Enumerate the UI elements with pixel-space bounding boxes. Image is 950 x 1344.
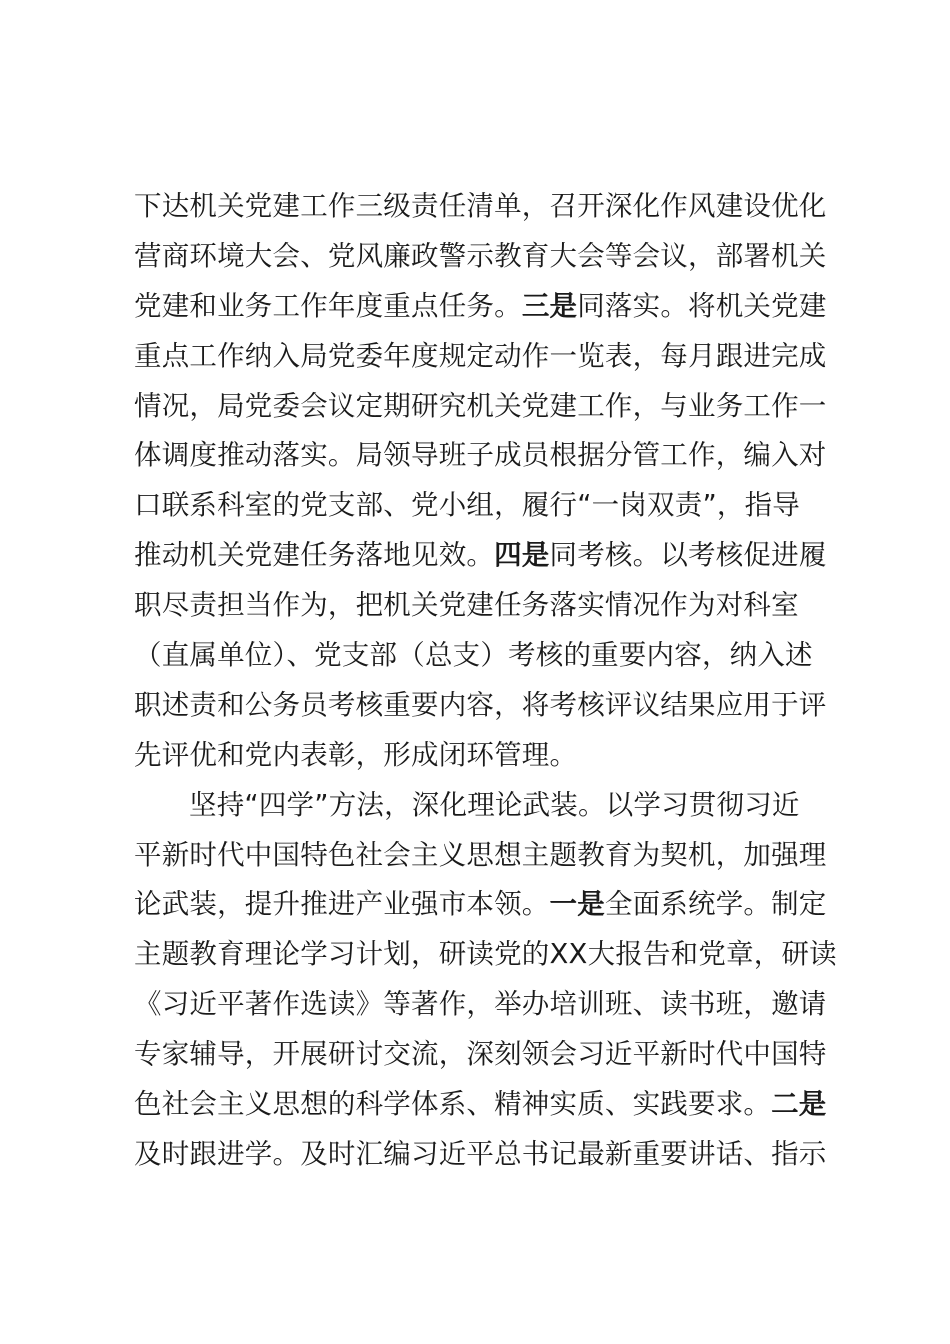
text-line: 职述责和公务员考核重要内容，将考核评议结果应用于评 xyxy=(134,688,827,721)
text-line: 《习近平著作选读》等著作，举办培训班、读书班，邀请 xyxy=(134,988,827,1021)
paragraph-party-building-duties xyxy=(134,182,834,781)
text-line: （直属单位）、党支部（总支）考核的重要内容，纳入述 xyxy=(134,639,813,672)
text-line: 主题教育理论学习计划，研读党的XX大报告和党章，研读 xyxy=(134,938,837,971)
text-line-indented: 坚持“四学”方法，深化理论武装。以学习贯彻习近 xyxy=(189,788,800,821)
text-run: 论武装，提升推进产业强市本领。 xyxy=(134,888,550,921)
bold-marker-second: 二是 xyxy=(771,1088,827,1121)
text-line: 平新时代中国特色社会主义思想主题教育为契机，加强理 xyxy=(134,838,827,871)
text-run: 推动机关党建任务落地见效。 xyxy=(134,539,495,572)
text-run: 党建和业务工作年度重点任务。 xyxy=(134,289,522,322)
text-run: 全面系统学。制定 xyxy=(604,888,827,921)
text-line: 先评优和党内表彰，形成闭环管理。 xyxy=(134,738,578,771)
text-line: 体调度推动落实。局领导班子成员根据分管工作，编入对 xyxy=(134,439,827,472)
text-line: 营商环境大会、党风廉政警示教育大会等会议，部署机关 xyxy=(134,239,827,272)
text-line: 重点工作纳入局党委年度规定动作一览表，每月跟进完成 xyxy=(134,339,827,372)
paragraph-theory-study xyxy=(134,781,837,1180)
text-line: 职尽责担当作为，把机关党建任务落实情况作为对科室 xyxy=(134,589,799,622)
text-run: 同考核。以考核促进履 xyxy=(549,539,827,572)
bold-marker-fourth: 四是 xyxy=(494,539,550,572)
text-line xyxy=(134,1080,834,1130)
text-line: 专家辅导，开展研讨交流，深刻领会习近平新时代中国特 xyxy=(134,1038,827,1071)
text-line: 口联系科室的党支部、党小组，履行“一岗双责”，指导 xyxy=(134,489,800,522)
text-run: 同落实。将机关党建 xyxy=(577,289,827,322)
text-line: 及时跟进学。及时汇编习近平总书记最新重要讲话、指示 xyxy=(134,1137,827,1170)
bold-marker-third: 三是 xyxy=(521,289,578,322)
text-line xyxy=(134,282,834,332)
bold-marker-first: 一是 xyxy=(549,888,605,921)
document-body xyxy=(134,182,837,1180)
text-line: 情况，局党委会议定期研究机关党建工作，与业务工作一 xyxy=(134,389,827,422)
text-line xyxy=(134,880,834,930)
text-line: 下达机关党建工作三级责任清单，召开深化作风建设优化 xyxy=(134,190,827,222)
text-run: 色社会主义思想的科学体系、精神实质、实践要求。 xyxy=(134,1088,772,1121)
text-line xyxy=(134,531,834,581)
